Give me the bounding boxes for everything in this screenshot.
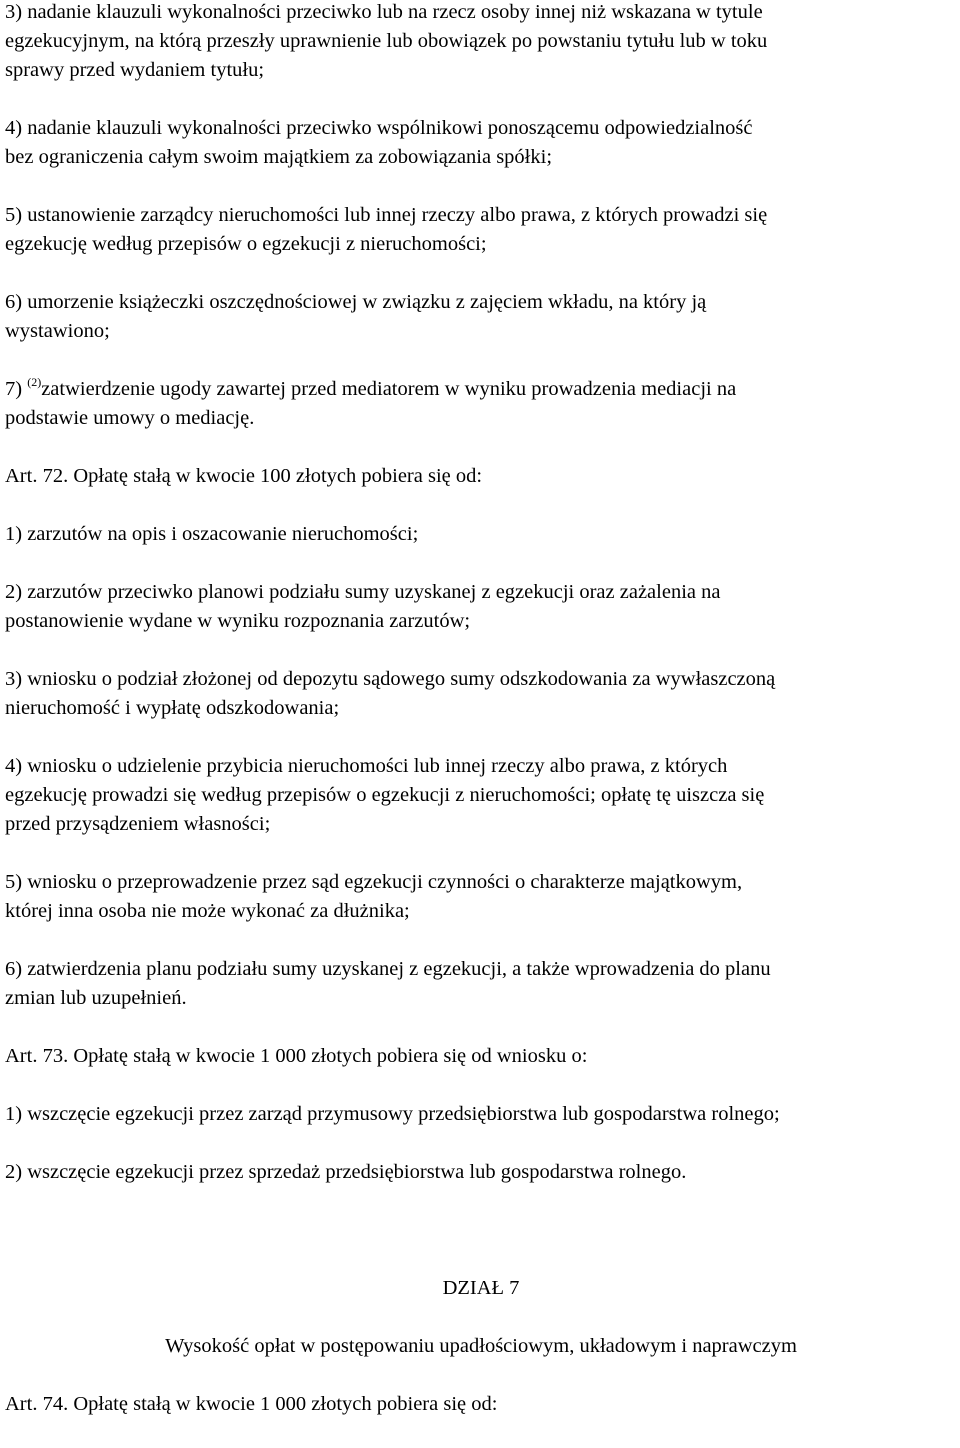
item-5-paragraph (5, 201, 957, 259)
text-line: nieruchomość i wypłatę odszkodowania; (5, 697, 340, 719)
text-line (5, 375, 957, 404)
art-74-heading (5, 1390, 957, 1419)
art-72-item-4 (5, 752, 957, 839)
text-line: Art. 72. Opłatę stałą w kwocie 100 złotych pobiera się od: (5, 465, 483, 487)
text-line: egzekucję prowadzi się według przepisów o egzekucji z nieruchomości; opłatę tę uiszcza się (5, 784, 765, 806)
text-line: 3) wniosku o podział złożonej od depozytu sądowego sumy odszkodowania za wywłaszczoną (5, 668, 776, 690)
text-line: wystawiono; (5, 320, 110, 342)
section-subheading: Wysokość opłat w postępowaniu upadłościowym, układowym i naprawczym (165, 1335, 797, 1357)
text-line: 6) umorzenie książeczki oszczędnościowej w związku z zajęciem wkładu, na który ją (5, 291, 707, 313)
text-line: egzekucyjnym, na którą przeszły uprawnienie lub obowiązek po powstaniu tytułu lub w toku (5, 30, 768, 52)
item-4-paragraph (5, 114, 957, 172)
art-72-item-6 (5, 955, 957, 1013)
text-line: podstawie umowy o mediację. (5, 407, 255, 429)
text-line: 3) nadanie klauzuli wykonalności przeciwko lub na rzecz osoby innej niż wskazana w tytule (5, 1, 763, 23)
text-line: zmian lub uzupełnień. (5, 987, 187, 1009)
text-line: 1) zarzutów na opis i oszacowanie nieruchomości; (5, 523, 419, 545)
item-7-paragraph (5, 375, 957, 433)
art-73-item-1 (5, 1100, 957, 1129)
item-6-paragraph (5, 288, 957, 346)
art-72-item-3 (5, 665, 957, 723)
item-3-paragraph (5, 0, 957, 85)
art-73-item-2 (5, 1158, 957, 1187)
text-line: 5) wniosku o przeprowadzenie przez sąd egzekucji czynności o charakterze majątkowym, (5, 871, 743, 893)
text-line: 6) zatwierdzenia planu podziału sumy uzyskanej z egzekucji, a także wprowadzenia do planu (5, 958, 771, 980)
text-line: Art. 74. Opłatę stałą w kwocie 1 000 złotych pobiera się od: (5, 1393, 498, 1415)
text-line: sprawy przed wydaniem tytułu; (5, 59, 265, 81)
item-7-prefix: 7) (5, 378, 28, 400)
text-line: Art. 73. Opłatę stałą w kwocie 1 000 złotych pobiera się od wniosku o: (5, 1045, 588, 1067)
document-page (5, 0, 957, 1448)
text-line: 4) wniosku o udzielenie przybicia nieruchomości lub innej rzeczy albo prawa, z których (5, 755, 728, 777)
text-line: 4) nadanie klauzuli wykonalności przeciwko wspólnikowi ponoszącemu odpowiedzialność (5, 117, 753, 139)
text-line: postanowienie wydane w wyniku rozpoznania zarzutów; (5, 610, 471, 632)
art-72-item-2 (5, 578, 957, 636)
footnote-marker: (2) (27, 375, 42, 389)
art-72-item-5 (5, 868, 957, 926)
item-7-text: zatwierdzenie ugody zawartej przed mediatorem w wyniku prowadzenia mediacji na (41, 378, 737, 400)
art-72-item-1 (5, 520, 957, 549)
text-line: egzekucję według przepisów o egzekucji z nieruchomości; (5, 233, 487, 255)
text-line: której inna osoba nie może wykonać za dłużnika; (5, 900, 410, 922)
art-72-heading (5, 462, 957, 491)
text-line: 1) wszczęcie egzekucji przez zarząd przymusowy przedsiębiorstwa lub gospodarstwa rolnego; (5, 1103, 780, 1125)
text-line: 2) zarzutów przeciwko planowi podziału sumy uzyskanej z egzekucji oraz zażalenia na (5, 581, 721, 603)
text-line: przed przysądzeniem własności; (5, 813, 271, 835)
art-73-heading (5, 1042, 957, 1071)
text-line: 2) wszczęcie egzekucji przez sprzedaż przedsiębiorstwa lub gospodarstwa rolnego. (5, 1161, 687, 1183)
text-line: bez ograniczenia całym swoim majątkiem za zobowiązania spółki; (5, 146, 553, 168)
section-heading: DZIAŁ 7 (442, 1277, 520, 1299)
text-line: 5) ustanowienie zarządcy nieruchomości lub innej rzeczy albo prawa, z których prowadzi się (5, 204, 768, 226)
